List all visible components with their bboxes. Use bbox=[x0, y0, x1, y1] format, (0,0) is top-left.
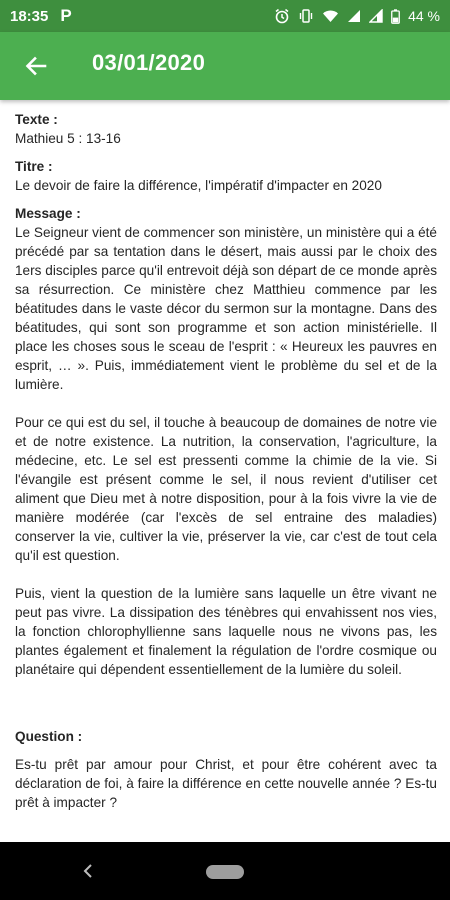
nav-back-icon[interactable] bbox=[81, 862, 95, 880]
message-paragraph: Puis, vient la question de la lumière sans laquelle un être vivant ne peut pas vivre. La dissipation des ténèbres qui envahissent nos vies, la fonction chlorophyllienne sans laquelle nous ne vivons pas, les plantes également et finalement la régulation de l'ordre cosmique ou planétaire qui dépendent essentiellement de la lumière du soleil. bbox=[15, 586, 437, 677]
devotional-content bbox=[15, 110, 437, 812]
question-label: Question : bbox=[15, 729, 83, 744]
wifi-icon bbox=[322, 9, 339, 23]
notification-app-icon: P bbox=[60, 6, 72, 25]
message-paragraph: Le Seigneur vient de commencer son ministère, un ministère qui a été précédé par sa tentation dans le désert, mais aussi par le choix des 1ers disciples parce qu'il entrevoit déjà son départ de ce monde après sa résurrection. Ce ministère chez Matthieu commence par les béatitudes dans le vaste décor du sermon sur la montagne. Dans des béatitudes, qui sont son programme et son action ministérielle. Il place les choses sous le sceau de l'esprit : « Heureux les pauvres en esprit, … ». Puis, immédiatement vient le problème du sel et de la lumière. bbox=[15, 225, 437, 392]
titre-value: Le devoir de faire la différence, l'impératif d'impacter en 2020 bbox=[15, 178, 382, 193]
status-time: 18:35 bbox=[10, 7, 49, 25]
texte-label: Texte : bbox=[15, 112, 58, 127]
back-arrow-icon[interactable] bbox=[22, 52, 50, 80]
status-icons bbox=[274, 8, 440, 24]
app-bar bbox=[0, 32, 450, 100]
signal-icon bbox=[347, 9, 361, 23]
system-navigation-bar bbox=[0, 842, 450, 900]
message-label: Message : bbox=[15, 206, 81, 221]
status-bar bbox=[0, 0, 450, 32]
titre-label: Titre : bbox=[15, 159, 53, 174]
signal-icon bbox=[369, 9, 383, 23]
nav-home-pill[interactable] bbox=[206, 865, 244, 879]
message-paragraph: Pour ce qui est du sel, il touche à beaucoup de domaines de notre vie et de notre existence. La nutrition, la conservation, l'agriculture, la médecine, etc. Le sel est pressenti comme la chimie de la vie. Si l'évangile est présent comme le sel, il nous revient d'utiliser cet aliment que Dieu met à notre disposition, pour à la fois vivre la vie de manière modérée (car l'excès de sel entraine des maladies) conserver la vie, cultiver la vie, préserver la vie, car c'est de tout cela qu'il est question. bbox=[15, 415, 437, 563]
vibrate-icon bbox=[298, 8, 314, 24]
texte-value: Mathieu 5 : 13-16 bbox=[15, 131, 121, 146]
question-value: Es-tu prêt par amour pour Christ, et pour être cohérent avec ta déclaration de foi, à faire la différence en cette nouvelle année ? Es-tu prêt à impacter ? bbox=[15, 757, 437, 810]
page-title: 03/01/2020 bbox=[92, 50, 206, 75]
battery-percentage: 44 % bbox=[408, 8, 440, 24]
alarm-icon bbox=[274, 8, 290, 24]
battery-icon bbox=[391, 9, 400, 24]
